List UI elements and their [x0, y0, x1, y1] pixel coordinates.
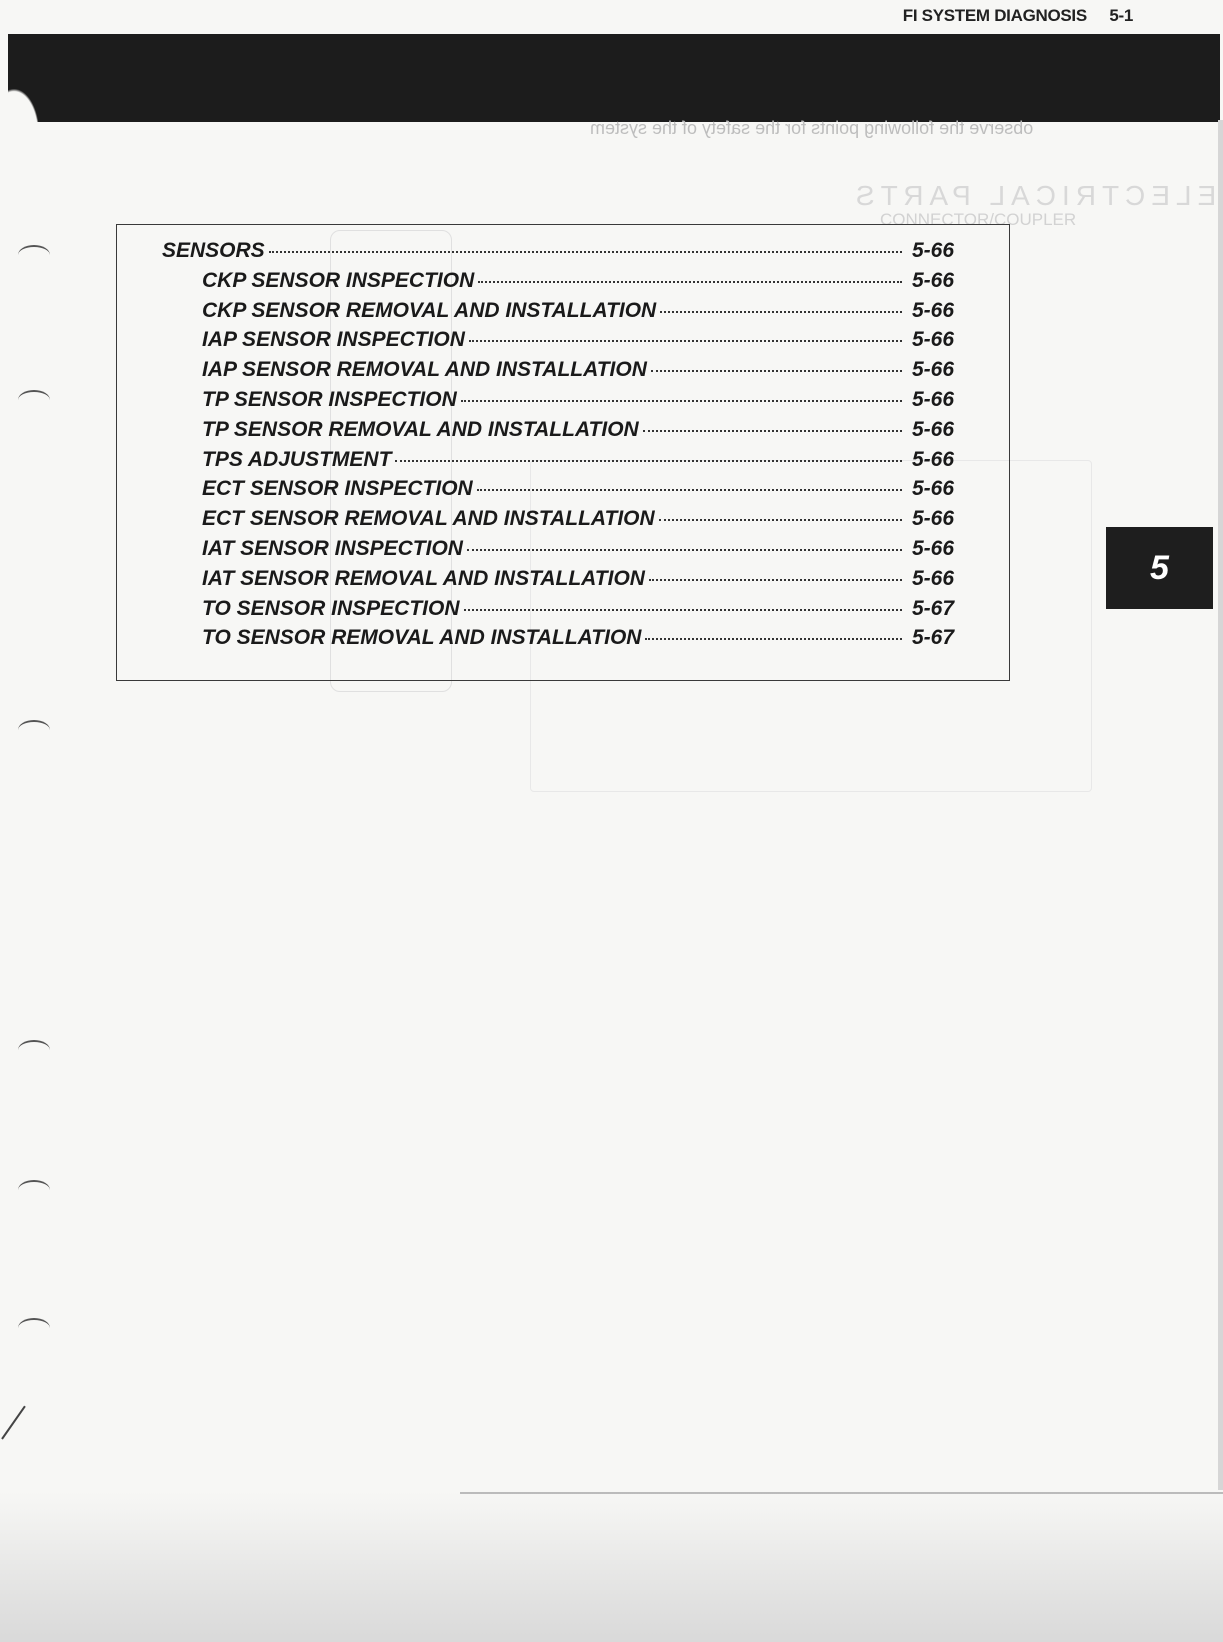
- toc-entry-title: CKP SENSOR REMOVAL AND INSTALLATION: [202, 298, 657, 322]
- toc-entry-page: 5-66: [911, 477, 954, 501]
- toc-leader-dots: [269, 251, 902, 253]
- toc-entry: [117, 299, 1009, 323]
- toc-entry-title: TP SENSOR INSPECTION: [202, 388, 457, 411]
- toc-entry: [117, 269, 1009, 293]
- bleed-through-heading: ELECTRICAL PARTS: [850, 180, 1217, 211]
- toc-entry-title: CKP SENSOR INSPECTION: [202, 268, 475, 292]
- toc-leader-dots: [660, 311, 902, 313]
- toc-entry: [117, 418, 1009, 442]
- toc-entry-title: TP SENSOR REMOVAL AND INSTALLATION: [202, 417, 639, 441]
- binder-hole: [18, 1180, 50, 1200]
- toc-entry-page: 5-66: [911, 566, 954, 590]
- toc-entry: [117, 626, 1009, 650]
- toc-leader-dots: [651, 370, 902, 372]
- toc-leader-dots: [395, 460, 902, 462]
- toc-entry-title: ECT SENSOR INSPECTION: [202, 477, 473, 501]
- toc-entry-page: 5-66: [911, 447, 954, 471]
- binder-hole: [18, 1318, 50, 1338]
- toc-entry-page: 5-66: [911, 268, 954, 292]
- toc-leader-dots: [477, 489, 902, 491]
- toc-entry: [117, 507, 1009, 531]
- toc-entry-title: TO SENSOR REMOVAL AND INSTALLATION: [202, 626, 642, 650]
- page-curl: [0, 34, 70, 134]
- toc-entry-page: 5-66: [911, 417, 954, 441]
- toc-entry-page: 5-66: [911, 507, 954, 531]
- binder-hole: [18, 720, 50, 740]
- toc-entry-page: 5-66: [911, 328, 954, 352]
- toc-entry-title: TO SENSOR INSPECTION: [202, 596, 460, 620]
- toc-entry: [117, 358, 1009, 382]
- edge-mark: [1, 1406, 26, 1440]
- bleed-through-line: observe the following points for the safety of the system: [590, 118, 1034, 138]
- toc-entry: [117, 328, 1009, 352]
- toc-entry: [117, 448, 1009, 472]
- toc-leader-dots: [645, 638, 902, 640]
- binder-hole: [18, 390, 50, 410]
- section-title: FI SYSTEM DIAGNOSIS: [902, 6, 1087, 25]
- toc-entry-page: 5-66: [911, 388, 954, 411]
- toc-entry: [117, 239, 1009, 263]
- section-tab: [1106, 527, 1213, 609]
- toc-leader-dots: [478, 281, 902, 283]
- toc-entry-title: IAP SENSOR INSPECTION: [202, 328, 465, 352]
- toc-leader-dots: [649, 579, 902, 581]
- toc-entry: [117, 388, 1009, 412]
- toc-entry-title: ECT SENSOR REMOVAL AND INSTALLATION: [202, 507, 655, 531]
- toc-entry-page: 5-66: [911, 358, 954, 382]
- section-tab-number: 5: [1150, 548, 1169, 587]
- toc-leader-dots: [643, 430, 902, 432]
- toc-entry-title: IAP SENSOR REMOVAL AND INSTALLATION: [202, 358, 647, 382]
- toc-entry: [117, 597, 1009, 621]
- page-edge-shadow: [1218, 120, 1223, 1490]
- toc-entry-title: IAT SENSOR REMOVAL AND INSTALLATION: [202, 566, 645, 590]
- toc-entry-title: IAT SENSOR INSPECTION: [202, 537, 463, 560]
- toc-entry: [117, 567, 1009, 591]
- toc-entry: [117, 537, 1009, 561]
- page-number: 5-1: [1109, 6, 1133, 25]
- header-band: [8, 34, 1220, 122]
- bleed-through-subheading: CONNECTOR/COUPLER: [880, 210, 1077, 229]
- toc-entry-title: TPS ADJUSTMENT: [202, 447, 392, 471]
- toc-entry-page: 5-67: [911, 596, 954, 620]
- toc-entry-title: SENSORS: [162, 239, 265, 262]
- toc-entry: [117, 477, 1009, 501]
- toc-entry-page: 5-66: [911, 537, 954, 560]
- binder-hole: [18, 245, 50, 265]
- toc-box: [116, 224, 1010, 681]
- toc-leader-dots: [469, 340, 902, 342]
- toc-leader-dots: [461, 400, 902, 402]
- toc-leader-dots: [659, 519, 902, 521]
- toc-entry-page: 5-67: [911, 626, 954, 650]
- toc-leader-dots: [464, 609, 903, 611]
- toc-entry-page: 5-66: [911, 239, 954, 262]
- binder-hole: [18, 1040, 50, 1060]
- toc-leader-dots: [467, 549, 902, 551]
- bottom-shadow: [0, 1492, 1223, 1642]
- toc-entry-page: 5-66: [911, 298, 954, 322]
- page-header: [903, 6, 1133, 26]
